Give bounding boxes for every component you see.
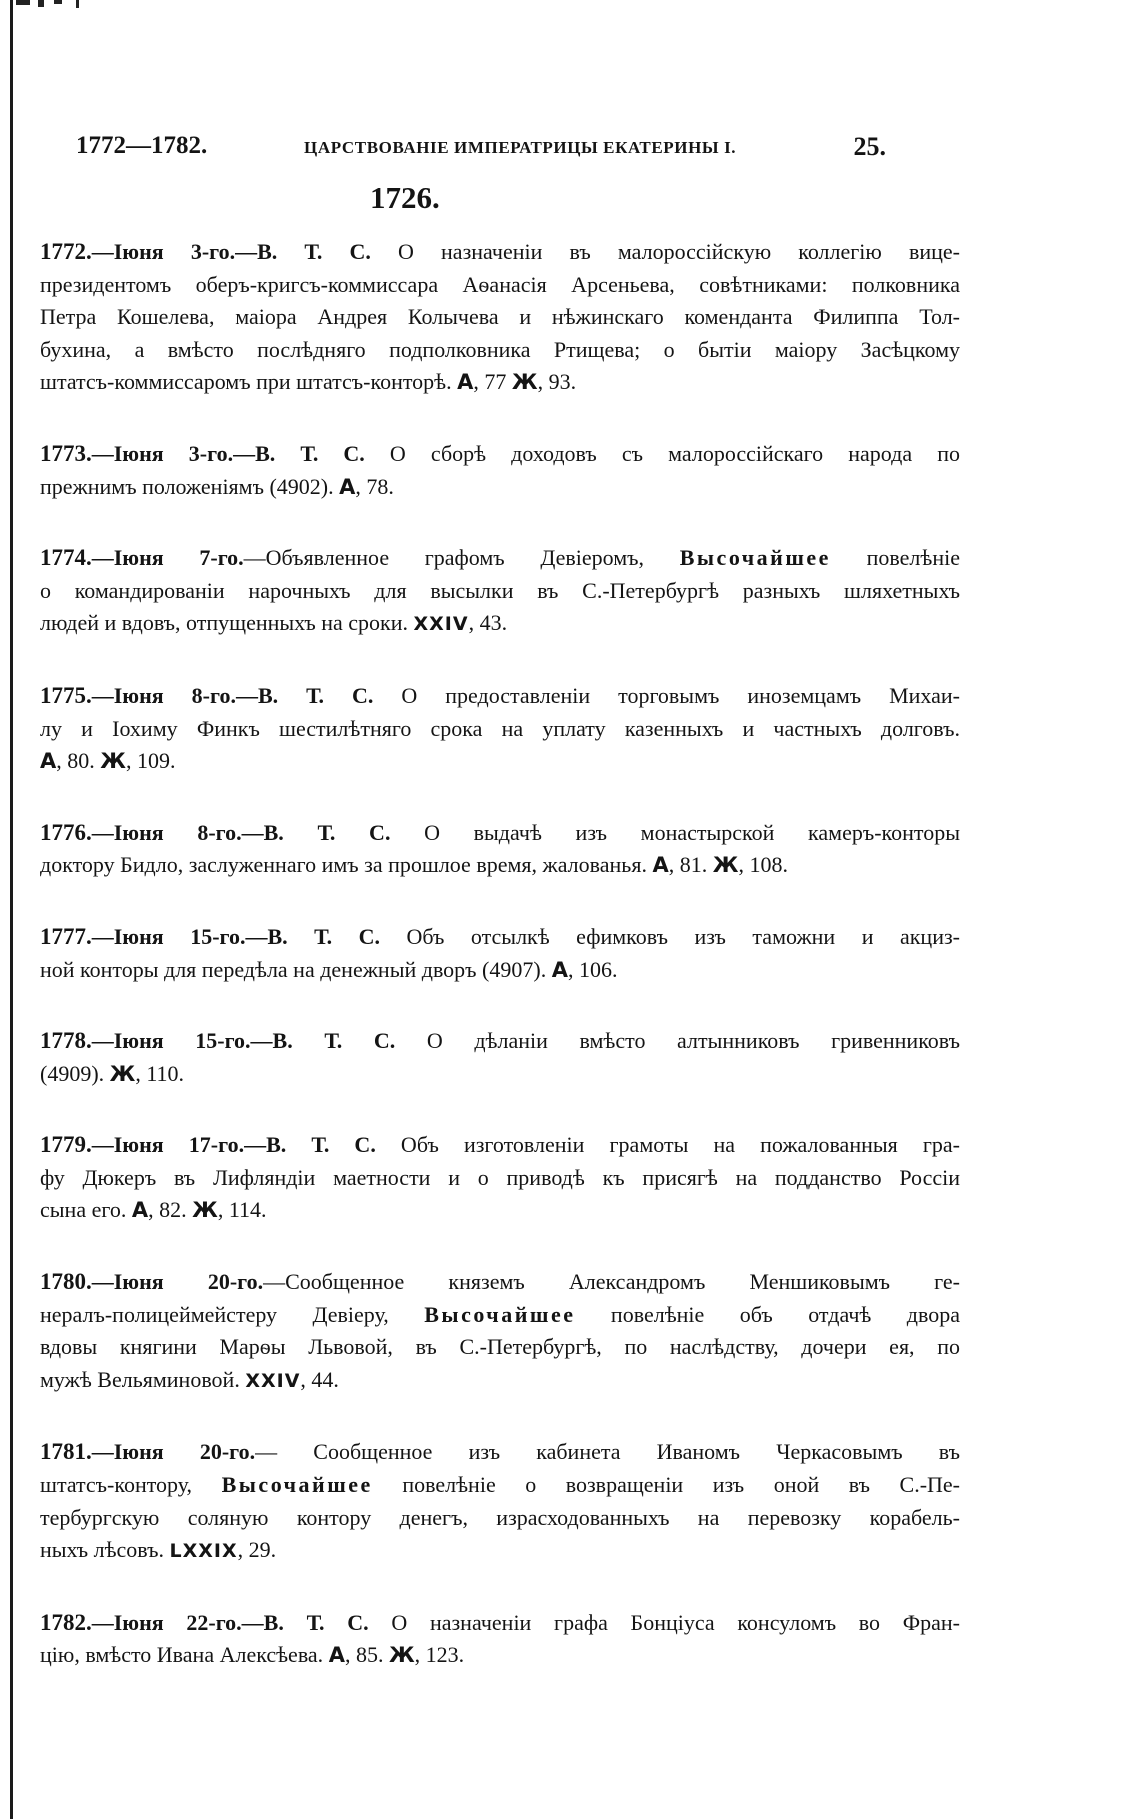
reference-text: , 114. [217, 1197, 267, 1223]
entry-number: 1776. [40, 819, 92, 845]
source-reference: LXXIX [169, 1540, 238, 1563]
source-reference: A [131, 1198, 149, 1223]
emphasis-text: Высочайшее [221, 1472, 373, 1498]
emphasis-text: Высочайшее [679, 545, 831, 571]
running-header [76, 132, 886, 168]
entry-date: —Іюня 3-го.—В. Т. С. [91, 440, 365, 466]
source-reference: Ж [511, 370, 538, 395]
entry-line: 1777.—Іюня 15-го.—В. Т. С. Объ отсылкѣ ефимковъ изъ таможни и акциз- [40, 923, 960, 949]
entry-line: 1779.—Іюня 17-го.—В. Т. С. Объ изготовленіи грамоты на пожалованныя гра- [40, 1132, 960, 1158]
entry-date: —Іюня 20-го. [91, 1269, 264, 1295]
source-reference: A [551, 957, 568, 982]
source-reference: Ж [109, 1061, 136, 1086]
print-specks [16, 0, 96, 10]
entry-line: нералъ-полицеймейстеру Девіеру, Высочайшее повелѣніе объ отдачѣ двора [40, 1301, 960, 1327]
entry-date: —Іюня 8-го.—В. Т. С. [91, 819, 391, 845]
entry-number: 1779. [40, 1132, 92, 1158]
source-reference: A [457, 370, 474, 395]
entry-line: (4909). Ж, 110. [40, 1060, 185, 1086]
entry-line: цію, вмѣсто Ивана Алексѣева. A, 85. Ж, 123. [40, 1642, 465, 1668]
entry-number: 1775. [40, 682, 92, 708]
entry-11 [40, 1607, 960, 1672]
entries-list [40, 236, 960, 1711]
entry-5 [40, 817, 960, 882]
source-reference: XXIV [413, 613, 469, 636]
page-edge-rule [10, 0, 13, 1819]
source-reference: A [328, 1643, 345, 1668]
header-years: 1772—1782. [76, 132, 208, 159]
reference-text: , 81. [668, 852, 713, 878]
entry-number: 1781. [40, 1439, 92, 1465]
reference-text: , 93. [537, 369, 577, 395]
reference-text: , 110. [135, 1060, 185, 1086]
entry-6 [40, 921, 960, 986]
entry-line: доктору Бидло, заслуженнаго имъ за прошлое время, жалованья. A, 81. Ж, 108. [40, 852, 788, 878]
entry-line: президентомъ оберъ-кригсъ-коммиссара Аѳанасія Арсеньева, совѣтниками: полковника [40, 271, 960, 297]
entry-line: 1772.—Іюня 3-го.—В. Т. С. О назначеніи въ малороссійскую коллегію вице- [40, 239, 960, 264]
entry-line: прежнимъ положеніямъ (4902). A, 78. [40, 473, 394, 499]
source-reference: A [40, 749, 57, 774]
reference-text: , 85. [344, 1642, 389, 1668]
entry-date: —Іюня 20-го. [91, 1439, 256, 1465]
entry-line: штатсъ-контору, Высочайшее повелѣніе о возвращеніи изъ оной въ С.-Пе- [40, 1472, 960, 1498]
entry-line: 1774.—Іюня 7-го.—Объявленное графомъ Девіеромъ, Высочайшее повелѣніе [40, 545, 960, 571]
entry-number: 1778. [40, 1028, 92, 1054]
entry-date: —Іюня 8-го.—В. Т. С. [91, 682, 374, 708]
entry-date: —Іюня 7-го. [91, 545, 244, 571]
entry-line: штатсъ-коммиссаромъ при штатсъ-конторѣ. A, 77 Ж, 93. [40, 369, 577, 395]
entry-line [40, 745, 960, 778]
entry-number: 1777. [40, 923, 92, 949]
reference-text: , 80. [56, 748, 101, 774]
emphasis-text: Высочайшее [424, 1301, 576, 1327]
entry-line: 1780.—Іюня 20-го.—Сообщенное княземъ Александромъ Меншиковымъ ге- [40, 1269, 960, 1295]
year-heading: 1726. [370, 180, 440, 215]
reference-text: , 109. [125, 748, 176, 774]
entry-4 [40, 680, 960, 778]
entry-line: 1776.—Іюня 8-го.—В. Т. С. О выдачѣ изъ монастырской камеръ-конторы [40, 819, 960, 845]
entry-date: —Іюня 15-го.—В. Т. С. [91, 1028, 396, 1054]
source-reference: Ж [100, 749, 126, 774]
entry-2 [40, 438, 960, 503]
source-reference: Ж [388, 1643, 415, 1668]
reference-text: , 106. [567, 956, 618, 982]
entry-9 [40, 1266, 960, 1397]
entry-3 [40, 542, 960, 641]
entry-line: 1782.—Іюня 22-го.—В. Т. С. О назначеніи графа Бонціуса консуломъ во Фран- [40, 1609, 960, 1635]
reference-text: , 43. [468, 610, 508, 636]
entry-number: 1772. [40, 239, 92, 264]
reference-text: , 82. [148, 1197, 193, 1223]
reference-text: , 78. [355, 473, 394, 499]
entry-line: лу и Іохиму Финкъ шестилѣтняго срока на уплату казенныхъ и частныхъ долговъ. [40, 715, 960, 741]
entry-line: о командированіи нарочныхъ для высылки въ С.-Петербургѣ разныхъ шляхетныхъ [40, 577, 960, 603]
entry-number: 1780. [40, 1269, 92, 1295]
entry-date: —Іюня 15-го.—В. Т. С. [91, 923, 381, 949]
entry-7 [40, 1025, 960, 1090]
page-number: 25. [853, 132, 886, 161]
reference-text: , 44. [300, 1366, 339, 1392]
entry-line: 1778.—Іюня 15-го.—В. Т. С. О дѣланіи вмѣсто алтынниковъ гривенниковъ [40, 1028, 960, 1054]
entry-line: ныхъ лѣсовъ. LXXIX, 29. [40, 1537, 277, 1563]
entry-line: 1773.—Іюня 3-го.—В. Т. С. О сборѣ доходовъ съ малороссійскаго народа по [40, 440, 960, 466]
entry-date: —Іюня 3-го.—В. Т. С. [91, 239, 371, 264]
reference-text: , 108. [738, 852, 788, 878]
entry-line: 1775.—Іюня 8-го.—В. Т. С. О предоставленіи торговымъ иноземцамъ Михаи- [40, 682, 960, 708]
entry-line: тербургскую соляную контору денегъ, израсходованныхъ на перевозку корабель- [40, 1504, 960, 1530]
entry-line: сына его. A, 82. Ж, 114. [40, 1197, 267, 1223]
entry-number: 1774. [40, 545, 92, 571]
source-reference: Ж [192, 1198, 218, 1223]
source-reference: A [652, 853, 669, 878]
entry-line: 1781.—Іюня 20-го.— Сообщенное изъ кабинета Иваномъ Черкасовымъ въ [40, 1439, 960, 1465]
entry-line: мужѣ Вельяминовой. XXIV, 44. [40, 1366, 339, 1392]
source-reference: XXIV [245, 1369, 301, 1392]
entry-10 [40, 1436, 960, 1567]
entry-line: фу Дюкеръ въ Лифляндіи маетности и о приводѣ къ присягѣ на подданство Россіи [40, 1164, 960, 1190]
entry-8 [40, 1129, 960, 1227]
entry-line: бухина, а вмѣсто послѣдняго подполковника Ртищева; о бытіи маіору Засѣцкому [40, 336, 960, 362]
entry-line: Петра Кошелева, маіора Андрея Колычева и нѣжинскаго коменданта Филиппа Тол- [40, 304, 960, 330]
entry-1 [40, 236, 960, 399]
entry-line: людей и вдовъ, отпущенныхъ на сроки. XXIV, 43. [40, 610, 508, 636]
source-reference: A [339, 474, 356, 499]
entry-date: —Іюня 22-го.—В. Т. С. [91, 1609, 369, 1635]
source-reference: Ж [712, 853, 739, 878]
reference-text: , 77 [473, 369, 512, 395]
header-title: ЦАРСТВОВАНІЕ ИМПЕРАТРИЦЫ ЕКАТЕРИНЫ I. [304, 138, 737, 157]
reference-text: , 29. [237, 1537, 277, 1563]
entry-number: 1773. [40, 440, 92, 466]
entry-line: ной конторы для передѣла на денежный дворъ (4907). A, 106. [40, 956, 618, 982]
entry-date: —Іюня 17-го.—В. Т. С. [91, 1132, 376, 1158]
reference-text: , 123. [414, 1642, 465, 1668]
entry-number: 1782. [40, 1609, 92, 1635]
entry-line: вдовы княгини Марѳы Львовой, въ С.-Петербургѣ, по наслѣдству, дочери ея, по [40, 1334, 960, 1360]
